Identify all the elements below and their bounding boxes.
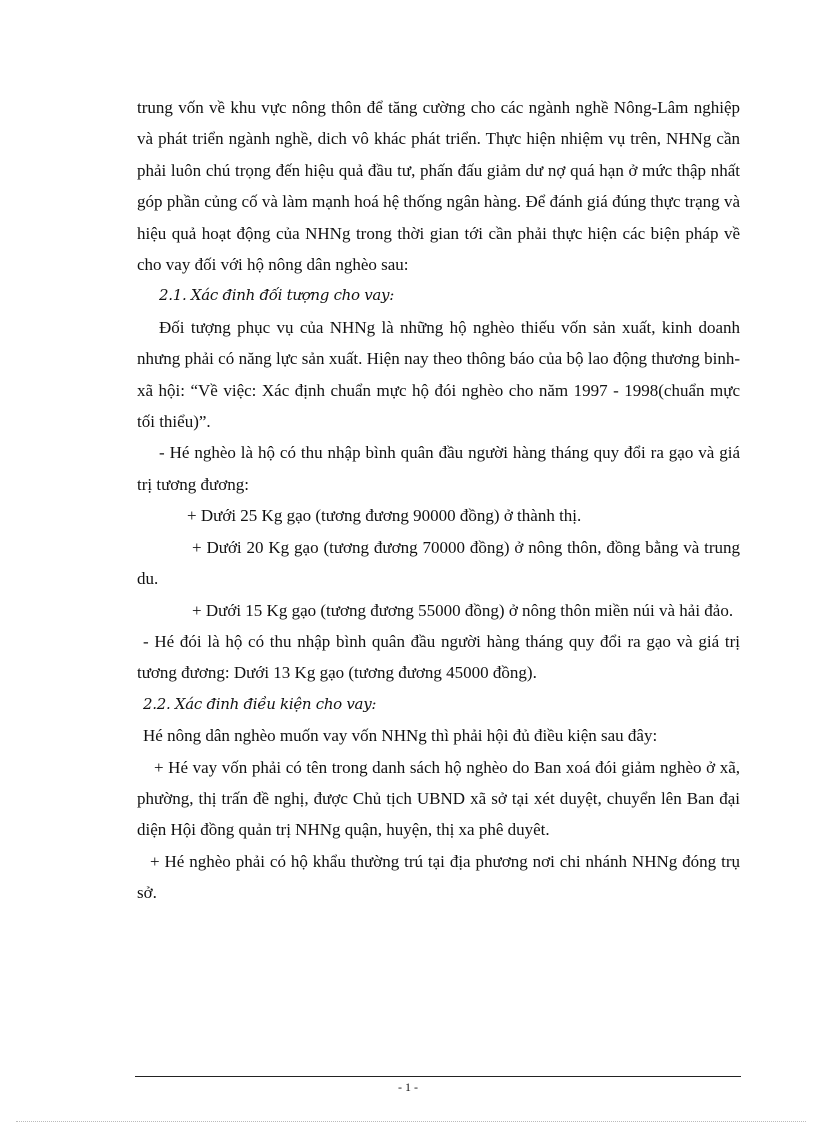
poor-household-definition: - Hé nghèo là hộ có thu nhập bình quân đầu người hàng tháng quy đổi ra gạo và giá trị tương đương:	[137, 443, 740, 494]
footer-divider	[135, 1076, 741, 1077]
loan-condition-residence: + Hé nghèo phải có hộ khẩu thường trú tại địa phương nơi chi nhánh NHNg đóng trụ sở.	[137, 851, 740, 903]
poverty-criterion-rural-delta: + Dưới 20 Kg gạo (tương đương 70000 đồng) ở nông thôn, đồng bằng và trung du.	[137, 537, 740, 589]
page-number: - 1 -	[398, 1080, 418, 1094]
loan-condition-poor-list: + Hé vay vốn phải có tên trong danh sách hộ nghèo do Ban xoá đói giảm nghèo ở xã, phường, thị trấn đề nghị, được Chủ tịch UBND xã sở tại xét duyệt, chuyển lên Ban đại diện Hội đồng quản trị NHNg quận, huyện, thị xa phê duyêt.	[137, 757, 740, 840]
intro-paragraph: trung vốn về khu vực nông thôn để tăng cường cho các ngành nghề Nông-Lâm nghiệp và phát triển ngành nghề, dich vô khác phát triển. Thực hiện nhiệm vụ trên, NHNg cần phải luôn chú trọng đến hiệu quả đầu tư, phấn đấu giảm dư nợ quá hạn ở mức thập nhất góp phần củng cố và làm mạnh hoá hệ thống ngân hàng. Để đánh giá đúng thực trạng và hiệu quả hoạt động của NHNg trong thời gian tới cần phải thực hiện các biện pháp về cho vay đối với hộ nông dân nghèo sau:	[137, 98, 740, 275]
target-borrowers-paragraph: Đối tượng phục vụ của NHNg là những hộ nghèo thiếu vốn sản xuất, kinh doanh nhưng phải có năng lực sản xuất. Hiện nay theo thông báo của bộ lao động thương binh- xã hội: “Về việc: Xác định chuẩn mực hộ đói nghèo cho năm 1997 - 1998(chuẩn mực tối thiểu)”.	[137, 317, 740, 432]
section-heading-2-2: 2.2. Xác đinh điều kiện cho vay:	[143, 694, 377, 713]
page-bottom-edge	[16, 1121, 806, 1122]
poverty-criterion-urban: + Dưới 25 Kg gạo (tương đương 90000 đồng) ở thành thị.	[187, 506, 582, 526]
hunger-household-definition: - Hé đói là hộ có thu nhập bình quân đầu người hàng tháng quy đổi ra gạo và giá trị tương đương: Dưới 13 Kg gạo (tương đương 45000 đồng).	[137, 631, 740, 683]
section-heading-2-1: 2.1. Xác đinh đối tượng cho vay:	[159, 286, 394, 305]
loan-conditions-intro: Hé nông dân nghèo muốn vay vốn NHNg thì phải hội đủ điều kiện sau đây:	[143, 726, 658, 746]
poverty-criterion-mountain-island: + Dưới 15 Kg gạo (tương đương 55000 đồng) ở nông thôn miền núi và hải đảo.	[192, 600, 734, 620]
page-body	[137, 92, 740, 909]
